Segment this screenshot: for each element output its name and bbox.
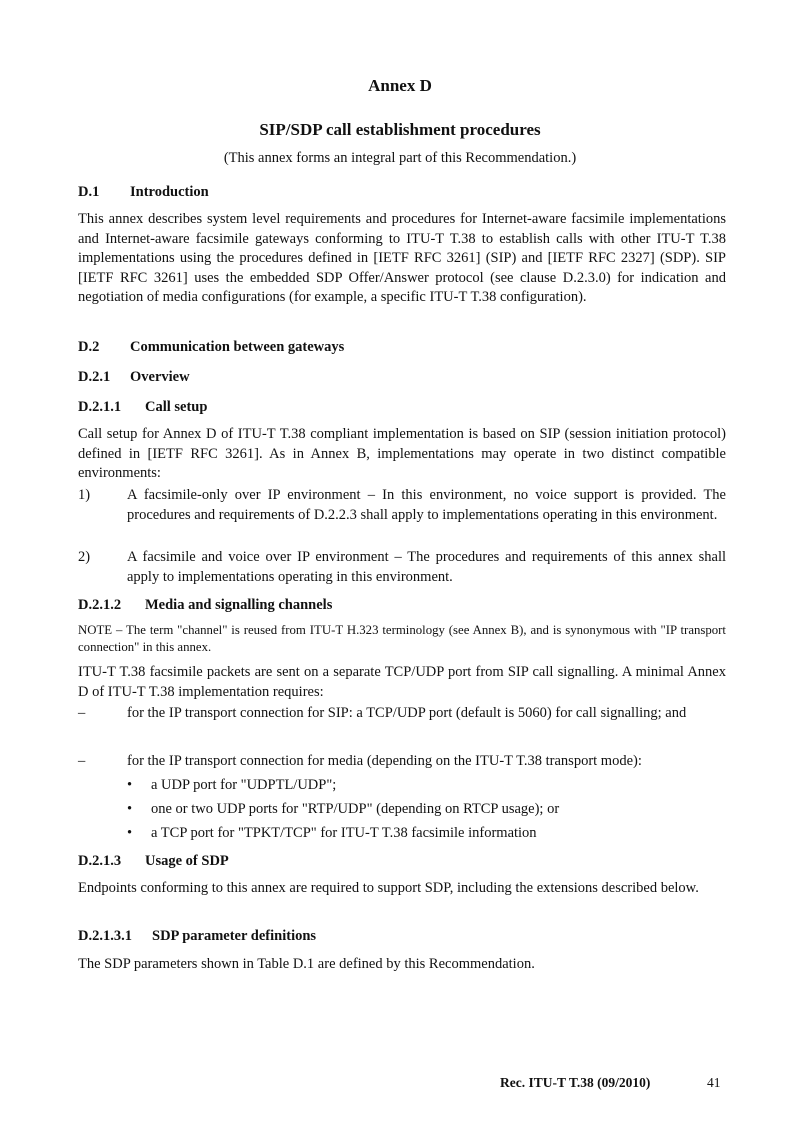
bullet-text: a TCP port for "TPKT/TCP" for ITU-T T.38 facsimile information bbox=[151, 825, 537, 841]
annex-subtitle: SIP/SDP call establishment procedures bbox=[259, 120, 541, 139]
page-number: 41 bbox=[707, 1075, 721, 1090]
section-number: D.2 bbox=[78, 339, 100, 355]
bullet-text: a UDP port for "UDPTL/UDP"; bbox=[151, 777, 337, 793]
bullet-text: one or two UDP ports for "RTP/UDP" (depending on RTCP usage); or bbox=[151, 801, 560, 817]
list-item bbox=[78, 548, 726, 587]
section-number: D.2.1.3 bbox=[78, 853, 122, 869]
list-item-text: A facsimile and voice over IP environment – The procedures and requirements of this annex shall apply to implementations operating in this environment. bbox=[127, 549, 726, 585]
section-number: D.2.1.3.1 bbox=[78, 928, 132, 944]
paragraph-media-channels: ITU-T T.38 facsimile packets are sent on a separate TCP/UDP port from SIP call signalling. A minimal Annex D of ITU-T T.38 implementation requires: bbox=[78, 664, 726, 700]
heading-d213 bbox=[78, 853, 229, 870]
section-number: D.2.1.2 bbox=[78, 597, 122, 613]
bullet-item bbox=[127, 776, 727, 796]
heading-d1 bbox=[78, 184, 209, 201]
paragraph-sdp-parameters: The SDP parameters shown in Table D.1 are defined by this Recommendation. bbox=[78, 956, 535, 972]
paragraph-call-setup: Call setup for Annex D of ITU-T T.38 compliant implementation is based on SIP (session initiation protocol) defined in [IETF RFC 3261]. As in Annex B, implementations may operate in two distinct compatible environments: bbox=[78, 426, 726, 481]
list-marker: – bbox=[78, 753, 86, 769]
bullet-marker: • bbox=[127, 801, 133, 817]
heading-d2131 bbox=[78, 928, 316, 945]
section-number: D.1 bbox=[78, 184, 100, 200]
bullet-marker: • bbox=[127, 777, 133, 793]
footer-reference: Rec. ITU-T T.38 (09/2010) bbox=[500, 1075, 651, 1090]
bullet-item bbox=[127, 800, 727, 820]
bullet-item bbox=[127, 824, 727, 844]
note-channel-terminology: NOTE – The term "channel" is reused from ITU-T H.323 terminology (see Annex B), and is synonymous with "IP transport connection" in this annex. bbox=[78, 623, 726, 654]
list-item-text: for the IP transport connection for media (depending on the ITU-T T.38 transport mode): bbox=[127, 753, 642, 769]
list-item bbox=[78, 752, 726, 772]
annex-title: Annex D bbox=[368, 76, 432, 95]
list-marker: 2) bbox=[78, 549, 91, 565]
heading-d211 bbox=[78, 399, 207, 416]
list-item bbox=[78, 486, 726, 525]
list-item-text: for the IP transport connection for SIP: a TCP/UDP port (default is 5060) for call signalling; and bbox=[127, 705, 687, 721]
section-title: Call setup bbox=[145, 399, 208, 415]
section-number: D.2.1.1 bbox=[78, 399, 122, 415]
annex-normative-note: (This annex forms an integral part of this Recommendation.) bbox=[223, 150, 577, 166]
list-marker: – bbox=[78, 705, 86, 721]
list-marker: 1) bbox=[78, 487, 91, 503]
paragraph-introduction: This annex describes system level requirements and procedures for Internet-aware facsimile implementations and Internet-aware facsimile gateways conforming to ITU-T T.38 to establish calls with other ITU-T T.38 implementations using the procedures defined in [IETF RFC 3261] (SIP) and [IETF RFC 2327] (SDP). SIP [IETF RFC 3261] uses the embedded SDP Offer/Answer protocol (see clause D.2.3.0) for indication and negotiation of media configurations (for example, a specific ITU-T T.38 configuration). bbox=[78, 211, 726, 305]
section-title: Media and signalling channels bbox=[145, 597, 333, 613]
section-title: Communication between gateways bbox=[130, 339, 345, 355]
heading-d212 bbox=[78, 597, 332, 614]
bullet-marker: • bbox=[127, 825, 133, 841]
section-title: Overview bbox=[130, 369, 190, 385]
section-title: Usage of SDP bbox=[145, 853, 229, 869]
heading-d2 bbox=[78, 339, 344, 356]
section-number: D.2.1 bbox=[78, 369, 111, 385]
list-item bbox=[78, 704, 726, 724]
section-title: SDP parameter definitions bbox=[152, 928, 317, 944]
list-item-text: A facsimile-only over IP environment – In this environment, no voice support is provided. The procedures and requirements of D.2.2.3 shall apply to implementations operating in this environment. bbox=[127, 487, 726, 523]
heading-d21 bbox=[78, 369, 190, 386]
section-title: Introduction bbox=[130, 184, 209, 200]
paragraph-usage-of-sdp: Endpoints conforming to this annex are required to support SDP, including the extensions described below. bbox=[78, 880, 699, 896]
